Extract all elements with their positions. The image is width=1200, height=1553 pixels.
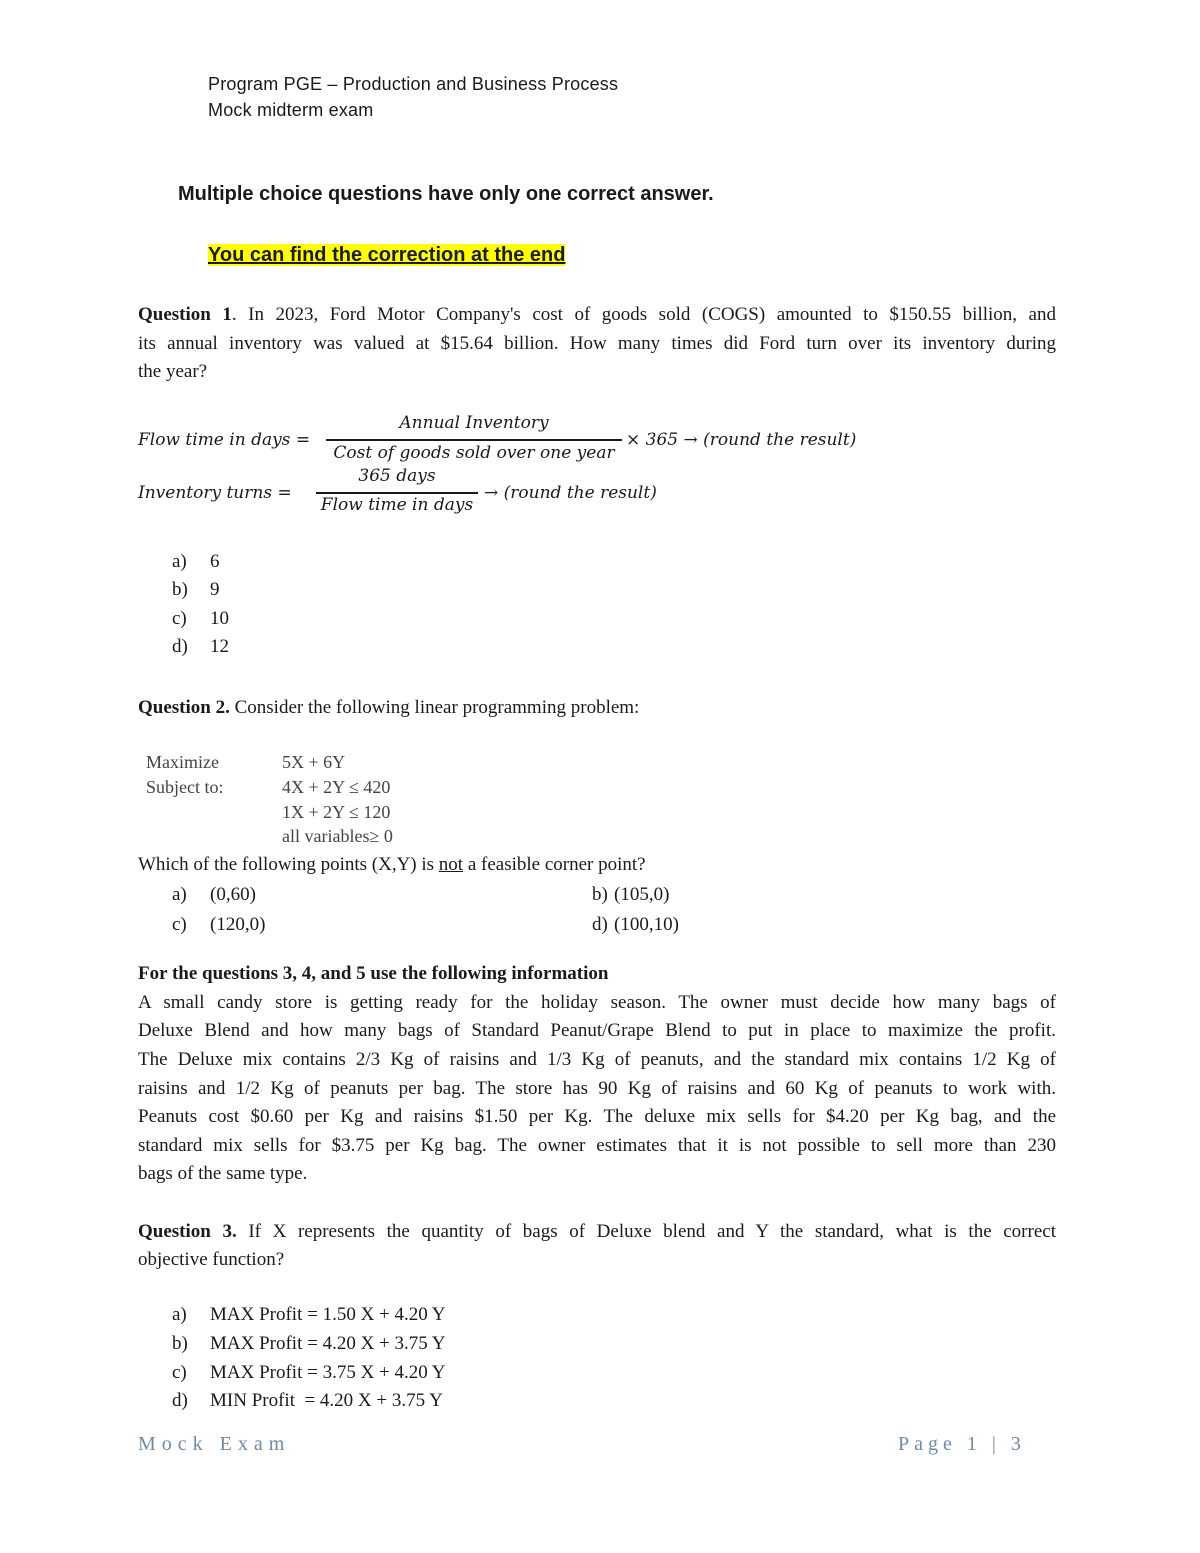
- q2-label: Question 2.: [138, 697, 230, 718]
- formula1-fraction-bar: [326, 439, 622, 441]
- q2-line: Question 2. Consider the following linear programming problem:: [138, 697, 640, 718]
- info-line-3: The Deluxe mix contains 2/3 Kg of raisins and 1/3 Kg of peanuts, and the standard mix contains 1/2 Kg of: [138, 1049, 1056, 1070]
- q1-option-b[interactable]: b) 9: [172, 579, 220, 600]
- info-line-4: raisins and 1/2 Kg of peanuts per bag. The store has 90 Kg of raisins and 60 Kg of peanuts to work with.: [138, 1078, 1056, 1099]
- formula2-fraction-bar: [316, 492, 478, 494]
- instructions-line: Multiple choice questions have only one correct answer.: [178, 183, 714, 205]
- q3-option-d[interactable]: d) MIN Profit = 4.20 X + 3.75 Y: [172, 1390, 443, 1411]
- info-line-2: Deluxe Blend and how many bags of Standard Peanut/Grape Blend to put in place to maximize the profit.: [138, 1020, 1056, 1041]
- correction-note: You can find the correction at the end: [208, 244, 566, 266]
- q3-line-1: Question 3. If X represents the quantity of bags of Deluxe blend and Y the standard, what is the correct: [138, 1221, 1056, 1242]
- lp-maximize-label: Maximize: [146, 752, 219, 772]
- program-title: Program PGE – Production and Business Process: [208, 74, 619, 94]
- q3-option-a[interactable]: a) MAX Profit = 1.50 X + 4.20 Y: [172, 1304, 446, 1325]
- lp-constraint-1: 4X + 2Y ≤ 420: [282, 777, 391, 797]
- q1-label: Question 1: [138, 304, 232, 325]
- q3-option-c[interactable]: c) MAX Profit = 3.75 X + 4.20 Y: [172, 1362, 446, 1383]
- exam-title: Mock midterm exam: [208, 100, 374, 120]
- formula1-denominator: Cost of goods sold over one year: [333, 443, 615, 463]
- q1-line-1: Question 1. In 2023, Ford Motor Company's cost of goods sold (COGS) amounted to $150.55 billion, and: [138, 304, 1056, 325]
- formula1-numerator: Annual Inventory: [399, 413, 549, 433]
- info-line-5: Peanuts cost $0.60 per Kg and raisins $1.50 per Kg. The deluxe mix sells for $4.20 per Kg bag, and the: [138, 1106, 1056, 1127]
- q1-option-a[interactable]: a) 6: [172, 551, 220, 572]
- q3-line-2: objective function?: [138, 1249, 285, 1270]
- q3-label: Question 3.: [138, 1221, 237, 1242]
- formula2-rhs: → (round the result): [484, 483, 657, 503]
- lp-subject-label: Subject to:: [146, 777, 224, 797]
- lp-constraint-3: all variables≥ 0: [282, 826, 393, 846]
- formula1-rhs: × 365 → (round the result): [626, 430, 857, 450]
- q1-line-3: the year?: [138, 361, 208, 382]
- q3-option-b[interactable]: b) MAX Profit = 4.20 X + 3.75 Y: [172, 1333, 446, 1354]
- formula2-numerator: 365 days: [358, 466, 436, 486]
- footer-page-number: Page 1 | 3: [898, 1433, 1026, 1455]
- q2-question: Which of the following points (X,Y) is not a feasible corner point?: [138, 854, 646, 875]
- lp-objective: 5X + 6Y: [282, 752, 346, 772]
- q2-option-c[interactable]: c) (120,0): [172, 914, 266, 935]
- formula2-lhs: Inventory turns =: [138, 483, 292, 503]
- q1-line-2: its annual inventory was valued at $15.64 billion. How many times did Ford turn over its inventory during: [138, 333, 1056, 354]
- info-line-7: bags of the same type.: [138, 1163, 308, 1184]
- q1-option-d[interactable]: d) 12: [172, 636, 229, 657]
- q1-option-c[interactable]: c) 10: [172, 608, 229, 629]
- formula1-lhs: Flow time in days =: [138, 430, 311, 450]
- q2-option-d[interactable]: d) (100,10): [592, 914, 679, 935]
- footer-left: Mock Exam: [138, 1433, 291, 1455]
- lp-constraint-2: 1X + 2Y ≤ 120: [282, 802, 391, 822]
- info-heading: For the questions 3, 4, and 5 use the following information: [138, 963, 609, 984]
- q2-option-b[interactable]: b) (105,0): [592, 884, 670, 905]
- info-line-6: standard mix sells for $3.75 per Kg bag. The owner estimates that it is not possible to sell more than 230: [138, 1135, 1056, 1156]
- formula2-denominator: Flow time in days: [320, 495, 474, 515]
- info-line-1: A small candy store is getting ready for the holiday season. The owner must decide how many bags of: [138, 992, 1056, 1013]
- q2-option-a[interactable]: a) (0,60): [172, 884, 256, 905]
